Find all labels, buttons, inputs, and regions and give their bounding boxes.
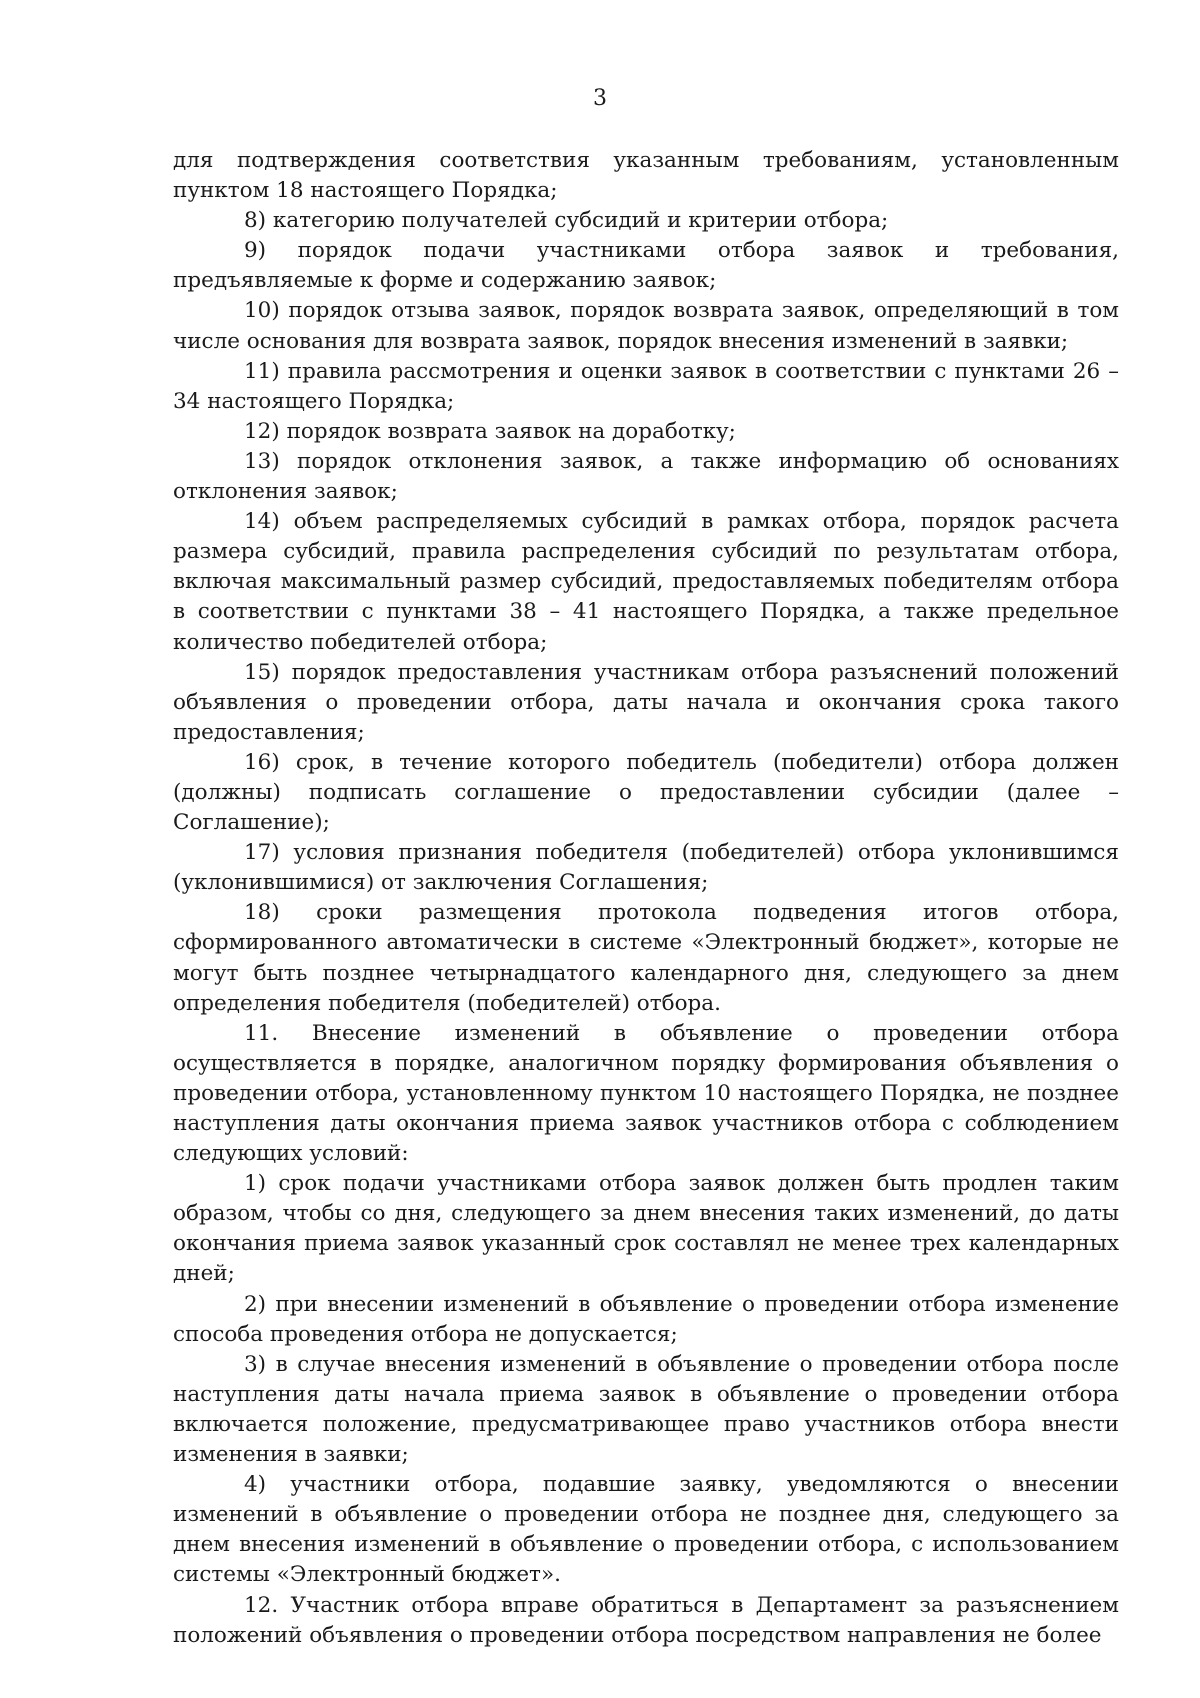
paragraph: 12) порядок возврата заявок на доработку;: [244, 418, 736, 444]
paragraph: 13) порядок отклонения заявок, а также информацию об основаниях отклонения заявок;: [173, 448, 1119, 505]
paragraph: для подтверждения соответствия указанным требованиям, установленным пунктом 18 настоящего Порядка;: [173, 148, 1119, 204]
paragraph: 11. Внесение изменений в объявление о проведении отбора осуществляется в порядке, аналогичном порядку формирования объявления о проведении отбора, установленному пунктом 10 настоящего Порядка, не позднее наступления даты окончания приема заявок участников отбора с соблюдением следующих условий:: [173, 1020, 1119, 1167]
paragraph: 8) категорию получателей субсидий и критерии отбора;: [244, 208, 889, 234]
paragraph: 15) порядок предоставления участникам отбора разъяснений положений объявления о проведении отбора, даты начала и окончания срока такого предоставления;: [173, 659, 1119, 745]
paragraph: 9) порядок подачи участниками отбора заявок и требования, предъявляемые к форме и содержанию заявок;: [173, 238, 1119, 294]
document-body: [173, 146, 1119, 1651]
paragraph: 14) объем распределяемых субсидий в рамках отбора, порядок расчета размера субсидий, правила распределения субсидий по результатам отбора, включая максимальный размер субсидий, предоставляемых победителям отбора в соответствии с пунктами 38 – 41 настоящего Порядка, а также предельное количество победителей отбора;: [173, 509, 1119, 655]
paragraph: 18) сроки размещения протокола подведения итогов отбора, сформированного автоматически в системе «Электронный бюджет», которые не могут быть позднее четырнадцатого календарного дня, следующего за днем определения победителя (победителей) отбора.: [173, 900, 1119, 1016]
paragraph: 11) правила рассмотрения и оценки заявок в соответствии с пунктами 26 – 34 настоящего Порядка;: [173, 358, 1119, 414]
paragraph: 3) в случае внесения изменений в объявление о проведении отбора после наступления даты начала приема заявок в объявление о проведении отбора включается положение, предусматривающее право участников отбора внести изменения в заявки;: [173, 1351, 1119, 1468]
paragraph: 16) срок, в течение которого победитель (победители) отбора должен (должны) подписать соглашение о предоставлении субсидии (далее – Соглашение);: [173, 749, 1119, 836]
paragraph: 1) срок подачи участниками отбора заявок должен быть продлен таким образом, чтобы со дня, следующего за днем внесения таких изменений, до даты окончания приема заявок указанный срок составлял не менее трех календарных дней;: [173, 1171, 1119, 1287]
paragraph: 17) условия признания победителя (победителей) отбора уклонившимся (уклонившимися) от заключения Соглашения;: [173, 840, 1119, 896]
paragraph: 4) участники отбора, подавшие заявку, уведомляются о внесении изменений в объявление о проведении отбора не позднее дня, следующего за днем внесения изменений в объявление о проведении отбора, с использованием системы «Электронный бюджет».: [173, 1472, 1119, 1588]
paragraph: 12. Участник отбора вправе обратиться в Департамент за разъяснением положений объявления о проведении отбора посредством направления не более: [173, 1592, 1119, 1648]
paragraph: 10) порядок отзыва заявок, порядок возврата заявок, определяющий в том числе основания для возврата заявок, порядок внесения изменений в заявки;: [173, 298, 1119, 354]
paragraph: 2) при внесении изменений в объявление о проведении отбора изменение способа проведения отбора не допускается;: [173, 1291, 1119, 1347]
page-number: 3: [593, 86, 607, 111]
